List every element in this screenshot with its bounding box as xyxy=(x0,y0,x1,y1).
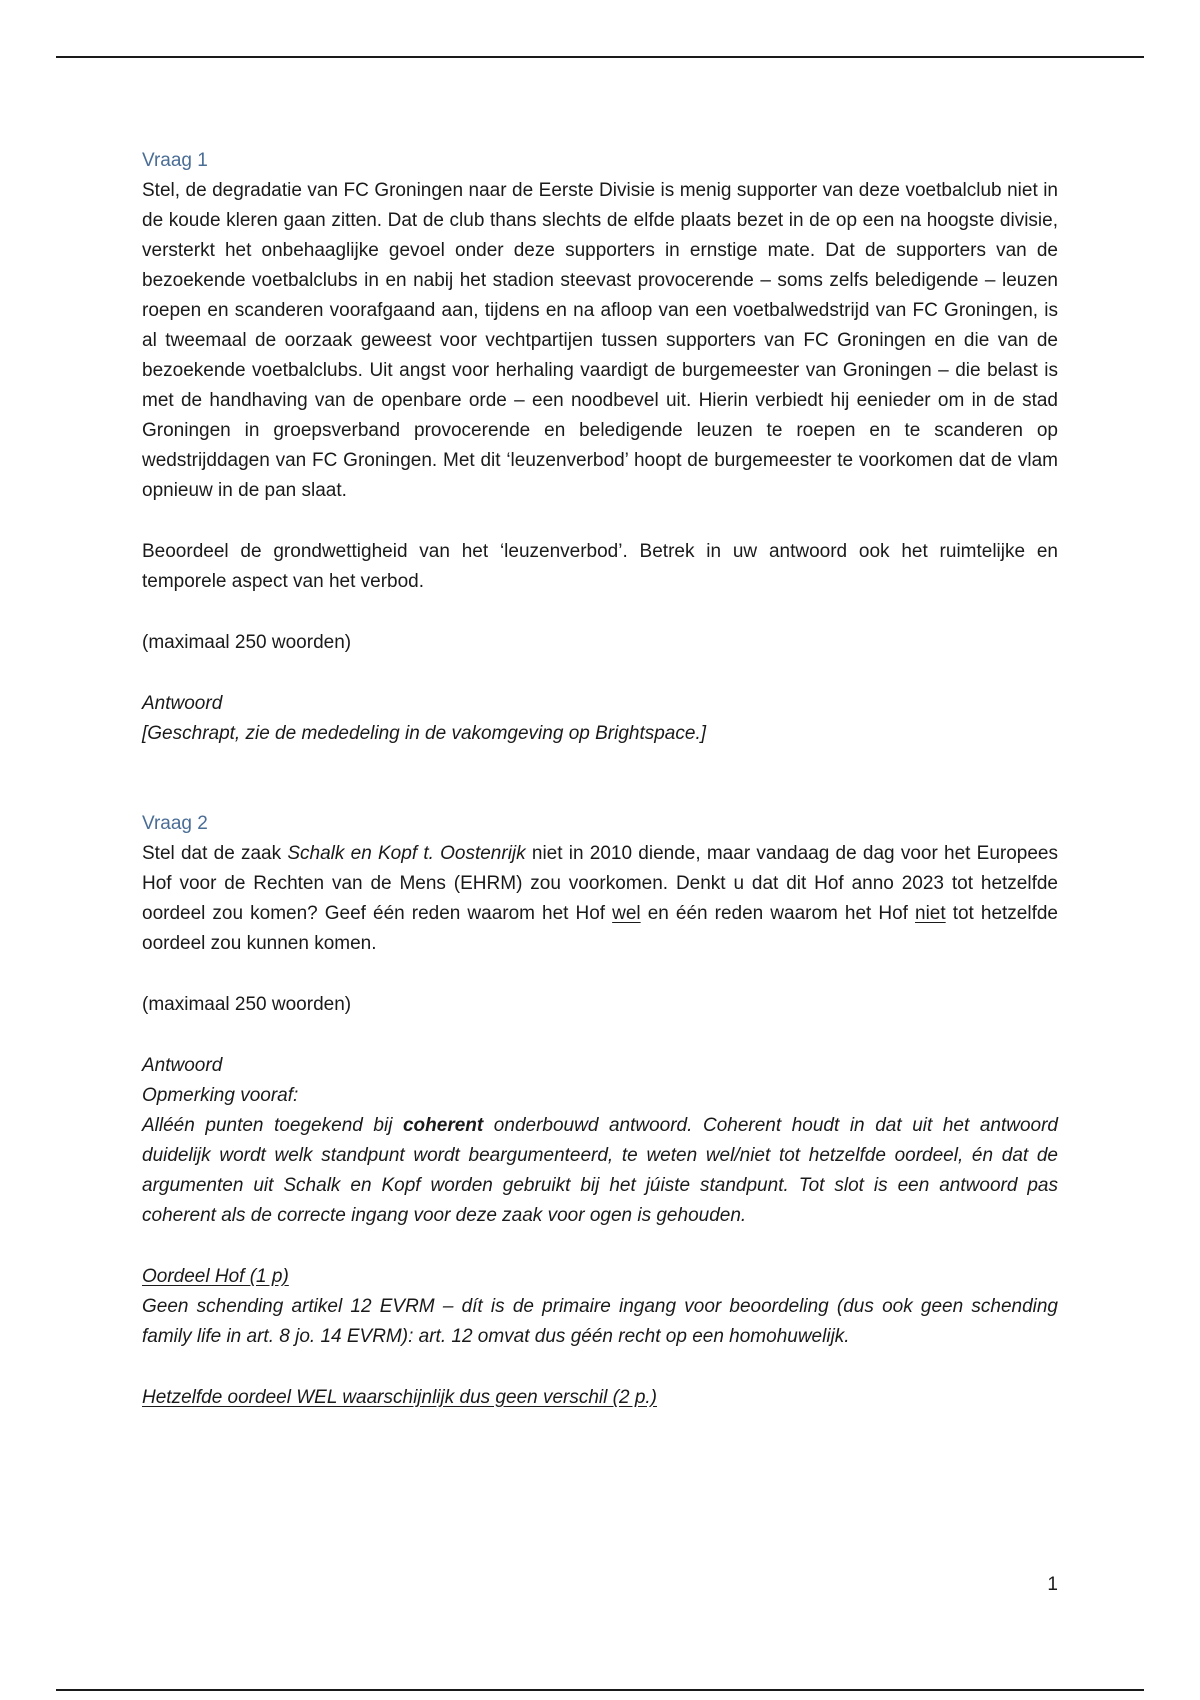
vraag-2-text-part-1: Stel dat de zaak xyxy=(142,843,288,864)
vraag-2-answer-label: Antwoord xyxy=(142,1055,223,1076)
vraag-2-text-part-4: tot hetzelfde oordeel zou kunnen komen. xyxy=(142,903,1059,954)
vraag-2-text-part-3: en één reden waarom het Hof xyxy=(640,903,916,924)
remark-text-part-2: onderbouwd antwoord. Coherent houdt in dat uit het antwoord duidelijk wordt welk standpunt wordt beargumenteerd, te weten wel/niet tot hetzelfde oordeel, én dat de argumenten uit Schalk en Kopf worden gebruikt bij het júiste standpunt. Tot slot is een antwoord pas coherent als de correcte ingang voor deze zaak voor ogen is gehouden. xyxy=(142,1115,1058,1226)
footer-rule xyxy=(56,1689,1144,1691)
hetzelfde-oordeel-heading: Hetzelfde oordeel WEL waarschijnlijk dus geen verschil (2 p.) xyxy=(142,1387,658,1408)
vraag-1-heading: Vraag 1 xyxy=(142,150,208,171)
vraag-1-text: Stel, de degradatie van FC Groningen naar de Eerste Divisie is menig supporter van deze voetbalclub niet in de koude kleren gaan zitten. Dat de club thans slechts de elfde plaats bezet in de op een na hoogste divisie, versterkt het onbehaaglijke gevoel onder deze supporters in ernstige mate. Dat de supporters van de bezoekende voetbalclubs in en nabij het stadion steevast provocerende – soms zelfs beledigende – leuzen roepen en scanderen voorafgaand aan, tijdens en na afloop van een voetbalwedstrijd van FC Groningen, is al tweemaal de oorzaak geweest voor vechtpartijen tussen supporters van FC Groningen en die van de bezoekende voetbalclubs. Uit angst voor herhaling vaardigt de burgemeester van Groningen – die belast is met de handhaving van de openbare orde – een noodbevel uit. Hierin verbiedt hij eenieder om in de stad Groningen in groepsverband provocerende en beledigende leuzen te roepen en te scanderen op wedstrijddagen van FC Groningen. Met dit ‘leuzenverbod’ hoopt de burgemeester te voorkomen dat de vlam opnieuw in de pan slaat. xyxy=(142,180,1058,501)
page-number: 1 xyxy=(1047,1574,1058,1595)
remark-text-part-1: Alléén punten toegekend bij xyxy=(142,1115,403,1136)
vraag-2-text xyxy=(142,839,1058,959)
oordeel-hof-heading: Oordeel Hof (1 p) xyxy=(142,1266,289,1287)
remark-label: Opmerking vooraf: xyxy=(142,1085,299,1106)
header-rule xyxy=(56,56,1144,58)
vraag-1-word-limit: (maximaal 250 woorden) xyxy=(142,632,352,653)
case-name: Schalk en Kopf t. Oostenrijk xyxy=(287,843,526,864)
vraag-2-word-limit: (maximaal 250 woorden) xyxy=(142,994,352,1015)
niet-underlined: niet xyxy=(915,903,946,924)
vraag-1-answer-text: [Geschrapt, zie de mededeling in de vakomgeving op Brightspace.] xyxy=(142,723,706,744)
remark-text xyxy=(142,1111,1058,1231)
remark-bold: coherent xyxy=(402,1115,484,1136)
vraag-1-answer-label: Antwoord xyxy=(142,693,223,714)
document-body xyxy=(142,146,1058,1413)
vraag-2-heading: Vraag 2 xyxy=(142,813,208,834)
wel-underlined: wel xyxy=(612,903,641,924)
vraag-2-text-part-2: niet in 2010 diende, maar vandaag de dag voor het Europees Hof voor de Rechten van de Mens (EHRM) zou voorkomen. Denkt u dat dit Hof anno 2023 tot hetzelfde oordeel zou komen? Geef één reden waarom het Hof xyxy=(142,843,1058,924)
vraag-1-question: Beoordeel de grondwettigheid van het ‘leuzenverbod’. Betrek in uw antwoord ook het ruimtelijke en temporele aspect van het verbod. xyxy=(142,541,1058,592)
oordeel-hof-text: Geen schending artikel 12 EVRM – dít is de primaire ingang voor beoordeling (dus ook geen schending family life in art. 8 jo. 14 EVRM): art. 12 omvat dus géén recht op een homohuwelijk. xyxy=(142,1296,1058,1347)
